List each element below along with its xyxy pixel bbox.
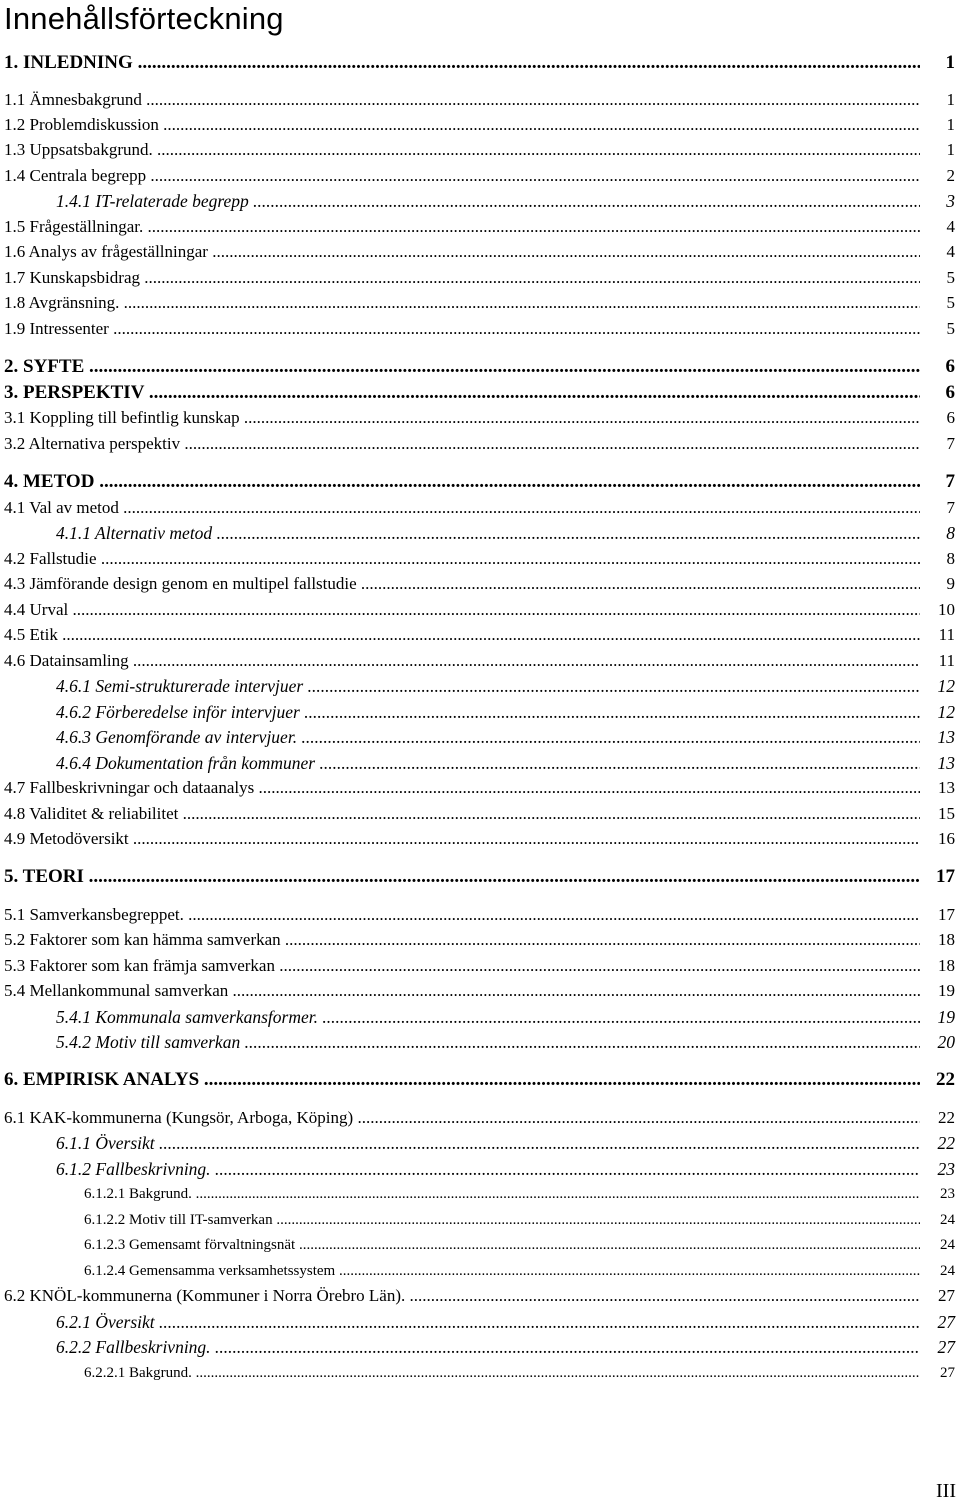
toc-entry-page-number: 24: [938, 1234, 955, 1256]
toc-entry-page-number: 8: [946, 549, 955, 568]
toc-entry-page-number: 10: [938, 600, 955, 619]
toc-entry-label: 1.7 Kunskapsbidrag .....: [4, 267, 920, 289]
toc-entry[interactable]: [0, 573, 960, 595]
toc-entry-label: 4.5 Etik .....: [4, 624, 920, 646]
toc-entry[interactable]: [0, 216, 960, 238]
toc-entry[interactable]: [0, 1107, 960, 1129]
toc-entry[interactable]: [0, 726, 960, 748]
toc-entry-page-number: 6: [945, 382, 955, 403]
toc-entry[interactable]: [0, 89, 960, 111]
toc-entry[interactable]: [0, 1336, 960, 1358]
toc-entry[interactable]: [0, 165, 960, 187]
toc-entry[interactable]: [0, 548, 960, 570]
toc-entry-label: 6.1.2.4 Gemensamma verksamhetssystem .....: [84, 1260, 920, 1282]
toc-entry[interactable]: [0, 1132, 960, 1154]
toc-entry[interactable]: [0, 139, 960, 161]
toc-entry-page-number: 7: [946, 434, 955, 453]
toc-entry[interactable]: [0, 1362, 960, 1384]
toc-entry-label: 5. TEORI .....: [4, 866, 920, 888]
toc-entry[interactable]: [0, 190, 960, 212]
toc-entry-page-number: 17: [938, 905, 955, 924]
toc-entry-page-number: 19: [938, 981, 955, 1000]
toc-entry-label: 4.1 Val av metod .....: [4, 497, 920, 519]
toc-entry[interactable]: [0, 599, 960, 621]
toc-entry[interactable]: [0, 1234, 960, 1256]
toc-entry-page-number: 18: [938, 930, 955, 949]
toc-entry-label: 3.2 Alternativa perspektiv .....: [4, 433, 920, 455]
toc-entry-page-number: 18: [938, 956, 955, 975]
toc-entry-label: 6.2.2.1 Bakgrund. .....: [84, 1362, 920, 1384]
toc-entry-page-number: 7: [945, 471, 955, 492]
toc-entry-page-number: 11: [938, 651, 955, 670]
toc-entry[interactable]: [0, 433, 960, 455]
toc-entry-label: 4.6.4 Dokumentation från kommuner .....: [56, 752, 920, 774]
toc-entry-page-number: 2: [946, 166, 955, 185]
toc-entry-page-number: 23: [938, 1183, 955, 1205]
toc-entry-page-number: 19: [937, 1007, 955, 1027]
toc-entry-page-number: 4: [946, 242, 955, 261]
toc-entry[interactable]: [0, 497, 960, 519]
toc-entry[interactable]: [0, 1158, 960, 1180]
toc-entry[interactable]: [0, 267, 960, 289]
toc-entry[interactable]: [0, 828, 960, 850]
toc-entry-page-number: 20: [937, 1032, 955, 1052]
toc-entry[interactable]: [0, 1006, 960, 1028]
toc-entry-page-number: 22: [936, 1069, 955, 1090]
toc-entry-page-number: 5: [946, 319, 955, 338]
toc-entry-label: 5.4.2 Motiv till samverkan .....: [56, 1031, 920, 1053]
toc-entry-page-number: 9: [946, 574, 955, 593]
toc-entry[interactable]: [0, 752, 960, 774]
toc-entry-label: 4.6 Datainsamling .....: [4, 650, 920, 672]
toc-entry-page-number: 12: [937, 676, 955, 696]
toc-entry-page-number: 7: [946, 498, 955, 517]
toc-entry[interactable]: [0, 675, 960, 697]
toc-entry-label: 3.1 Koppling till befintlig kunskap .....: [4, 407, 920, 429]
toc-entry[interactable]: [0, 382, 960, 404]
toc-entry-page-number: 1: [946, 115, 955, 134]
toc-entry-page-number: 24: [938, 1209, 955, 1231]
toc-entry[interactable]: [0, 904, 960, 926]
toc-entry-label: 6.1.2.3 Gemensamt förvaltningsnät .....: [84, 1234, 920, 1256]
toc-entry-label: 6.1.2.1 Bakgrund. .....: [84, 1183, 920, 1205]
toc-entry-label: 4.9 Metodöversikt .....: [4, 828, 920, 850]
toc-entry-label: 3. PERSPEKTIV .....: [4, 382, 920, 404]
toc-entry-label: 1.3 Uppsatsbakgrund. .....: [4, 139, 920, 161]
toc-entry-label: 1. INLEDNING .....: [4, 52, 920, 74]
toc-entry-label: 6.1.2 Fallbeskrivning. .....: [56, 1158, 920, 1180]
toc-entry-page-number: 13: [938, 778, 955, 797]
toc-entry-label: 1.9 Intressenter .....: [4, 318, 920, 340]
toc-entry-label: 1.5 Frågeställningar. .....: [4, 216, 920, 238]
toc-entry[interactable]: [0, 471, 960, 493]
toc-entry-page-number: 3: [946, 191, 955, 211]
toc-entry-label: 5.4 Mellankommunal samverkan .....: [4, 980, 920, 1002]
toc-entry-label: 4.1.1 Alternativ metod .....: [56, 522, 920, 544]
toc-entry-page-number: 4: [946, 217, 955, 236]
toc-entry-label: 1.2 Problemdiskussion .....: [4, 114, 920, 136]
toc-entry-page-number: 17: [936, 866, 955, 887]
toc-entry[interactable]: [0, 1031, 960, 1053]
toc-entry[interactable]: [0, 52, 960, 74]
page-title: Innehållsförteckning: [4, 1, 284, 36]
toc-entry-label: 4.4 Urval .....: [4, 599, 920, 621]
toc-entry-page-number: 13: [937, 753, 955, 773]
toc-entry-label: 5.2 Faktorer som kan hämma samverkan .....: [4, 929, 920, 951]
toc-entry-page-number: 5: [946, 268, 955, 287]
toc-entry[interactable]: [0, 701, 960, 723]
toc-entry-page-number: 6: [946, 408, 955, 427]
toc-entry[interactable]: [0, 929, 960, 951]
toc-entry-label: 5.3 Faktorer som kan främja samverkan .....: [4, 955, 920, 977]
toc-entry-label: 1.4.1 IT-relaterade begrepp .....: [56, 190, 920, 212]
toc-entry-page-number: 12: [937, 702, 955, 722]
toc-entry-label: 2. SYFTE .....: [4, 356, 920, 378]
toc-entry[interactable]: [0, 1260, 960, 1282]
toc-entry[interactable]: [0, 1069, 960, 1091]
toc-entry-page-number: 6: [945, 356, 955, 377]
toc-entry-label: 6.1.1 Översikt .....: [56, 1132, 920, 1154]
toc-entry-label: 5.1 Samverkansbegreppet. .....: [4, 904, 920, 926]
page-number: III: [936, 1480, 956, 1502]
toc-entry-label: 1.6 Analys av frågeställningar .....: [4, 241, 920, 263]
toc-entry[interactable]: [0, 1311, 960, 1333]
toc-entry[interactable]: [0, 114, 960, 136]
toc-entry[interactable]: [0, 866, 960, 888]
toc-entry-page-number: 1: [945, 52, 955, 73]
toc-entry[interactable]: [0, 1285, 960, 1307]
toc-entry[interactable]: [0, 292, 960, 314]
toc-entry-page-number: 24: [938, 1260, 955, 1282]
toc-entry[interactable]: [0, 318, 960, 340]
toc-entry-label: 6.2.1 Översikt .....: [56, 1311, 920, 1333]
toc-entry-label: 5.4.1 Kommunala samverkansformer. .....: [56, 1006, 920, 1028]
toc-entry-label: 6.2.2 Fallbeskrivning. .....: [56, 1336, 920, 1358]
toc-entry[interactable]: [0, 407, 960, 429]
toc-entry-page-number: 11: [938, 625, 955, 644]
toc-entry[interactable]: [0, 241, 960, 263]
toc-entry-label: 1.1 Ämnesbakgrund .....: [4, 89, 920, 111]
toc-entry-page-number: 27: [937, 1312, 955, 1332]
toc-entry-label: 6. EMPIRISK ANALYS .....: [4, 1069, 920, 1091]
toc-entry-page-number: 1: [946, 140, 955, 159]
toc-entry-page-number: 8: [946, 523, 955, 543]
toc-entry-page-number: 23: [937, 1159, 955, 1179]
toc-entry[interactable]: [0, 624, 960, 646]
toc-entry-label: 4.6.3 Genomförande av intervjuer. .....: [56, 726, 920, 748]
toc-entry-page-number: 15: [938, 804, 955, 823]
toc-entry-label: 4.6.1 Semi-strukturerade intervjuer .....: [56, 675, 920, 697]
toc-entry-page-number: 22: [937, 1133, 955, 1153]
toc-entry-page-number: 27: [938, 1286, 955, 1305]
toc-entry-page-number: 1: [946, 90, 955, 109]
toc-entry-label: 6.1 KAK-kommunerna (Kungsör, Arboga, Köping) .....: [4, 1107, 920, 1129]
toc-entry-page-number: 27: [938, 1362, 955, 1384]
toc-entry[interactable]: [0, 777, 960, 799]
toc-entry-label: 6.1.2.2 Motiv till IT-samverkan .....: [84, 1209, 920, 1231]
toc-entry-label: 1.8 Avgränsning. .....: [4, 292, 920, 314]
toc-entry[interactable]: [0, 955, 960, 977]
toc-entry-page-number: 13: [937, 727, 955, 747]
toc-entry[interactable]: [0, 522, 960, 544]
toc-entry-label: 6.2 KNÖL-kommunerna (Kommuner i Norra Örebro Län). .....: [4, 1285, 920, 1307]
toc-entry[interactable]: [0, 650, 960, 672]
toc-entry-label: 4.7 Fallbeskrivningar och dataanalys .....: [4, 777, 920, 799]
toc-entry[interactable]: [0, 980, 960, 1002]
toc-entry-label: 4.6.2 Förberedelse inför intervjuer .....: [56, 701, 920, 723]
toc-entry-page-number: 27: [937, 1337, 955, 1357]
toc-entry-label: 4. METOD .....: [4, 471, 920, 493]
toc-entry[interactable]: [0, 1209, 960, 1231]
toc-entry[interactable]: [0, 1183, 960, 1205]
toc-entry[interactable]: [0, 356, 960, 378]
toc-entry-label: 4.8 Validitet & reliabilitet .....: [4, 803, 920, 825]
toc-entry-label: 4.3 Jämförande design genom en multipel fallstudie .....: [4, 573, 920, 595]
toc-entry-page-number: 22: [938, 1108, 955, 1127]
toc-entry-label: 1.4 Centrala begrepp .....: [4, 165, 920, 187]
toc-entry-page-number: 16: [938, 829, 955, 848]
toc-entry-label: 4.2 Fallstudie .....: [4, 548, 920, 570]
toc-entry-page-number: 5: [946, 293, 955, 312]
toc-entry[interactable]: [0, 803, 960, 825]
